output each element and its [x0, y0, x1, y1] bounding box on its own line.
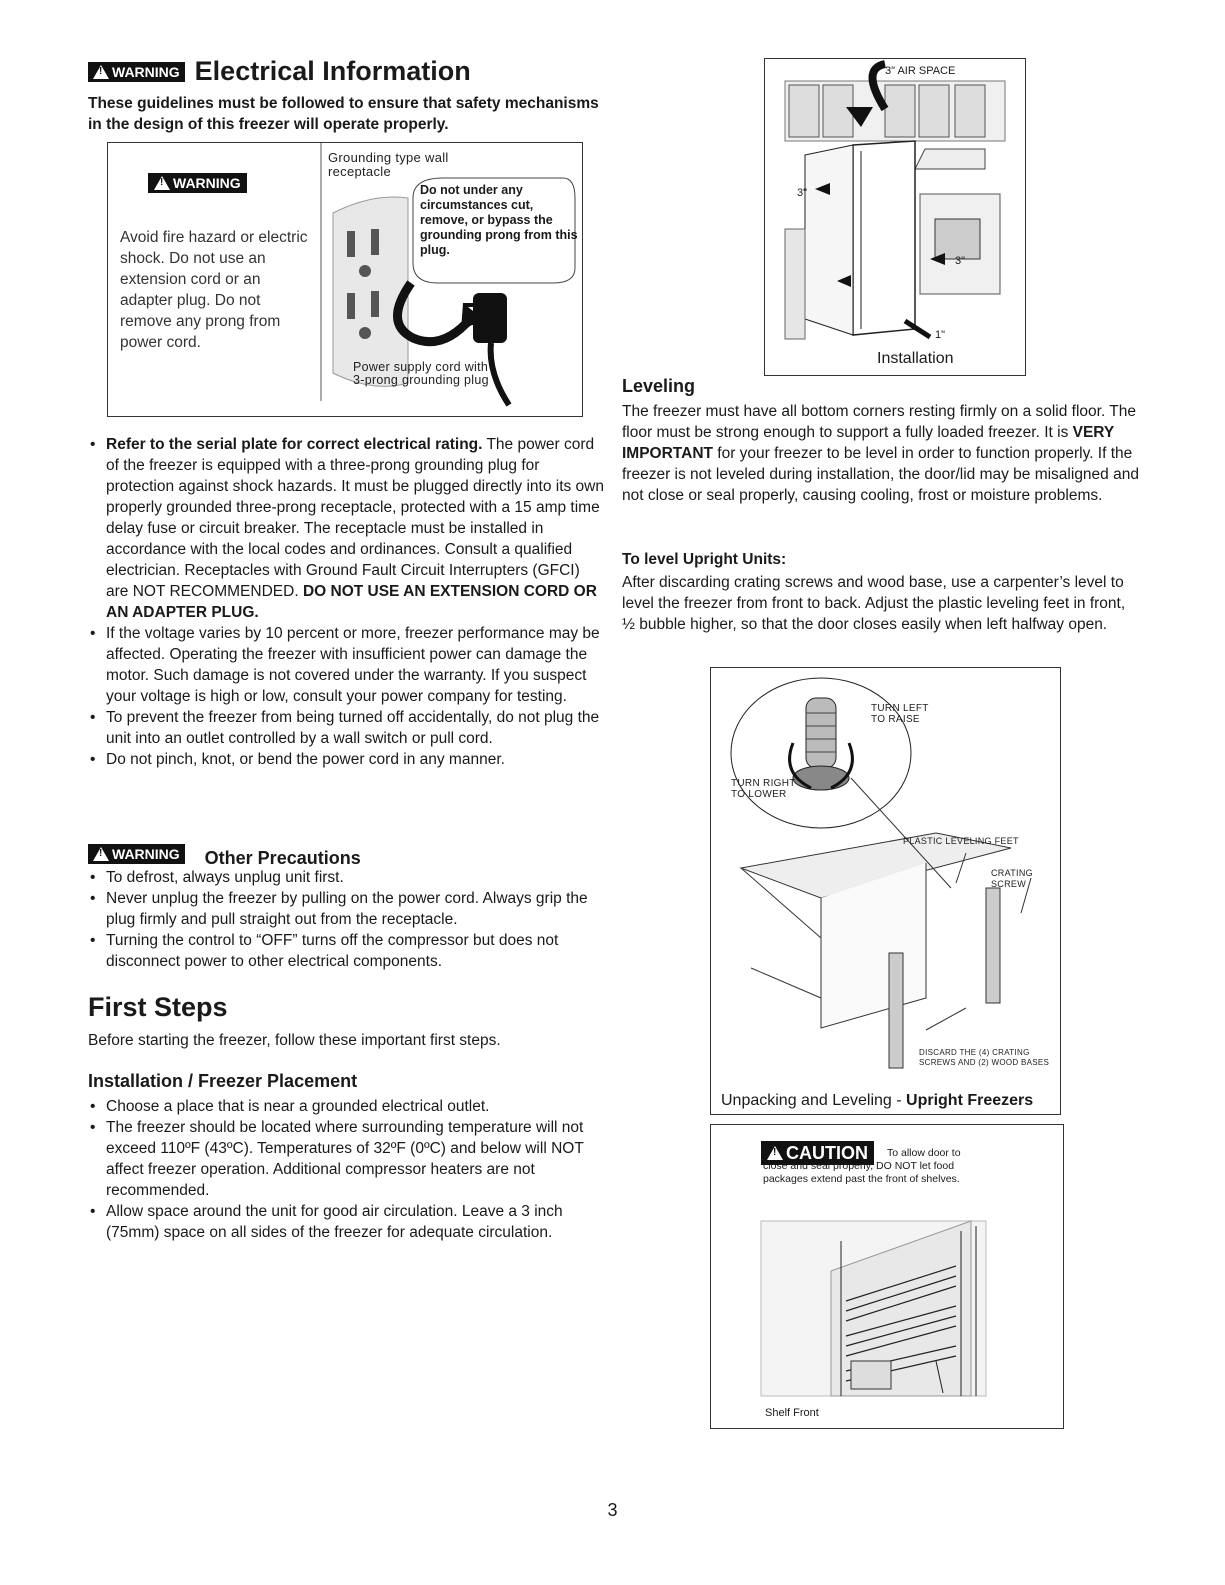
warning-triangle-icon — [93, 847, 109, 861]
leveling-feet-label: PLASTIC LEVELING FEET — [903, 836, 1019, 846]
first-steps-intro: Before starting the freezer, follow these important first steps. — [88, 1032, 501, 1049]
turn-right-label: TURN RIGHT TO LOWER — [731, 778, 796, 800]
kitchen-illustration — [765, 59, 1025, 359]
leveling-figure — [710, 667, 1061, 1115]
bottom-clearance-label: 1" — [935, 329, 946, 341]
crating-screw-label: CRATING SCREW — [991, 868, 1033, 889]
list-item: • To defrost, always unplug unit first. — [88, 867, 605, 888]
installation-caption: Installation — [877, 350, 954, 367]
installation-figure — [764, 58, 1026, 376]
shelf-front-label: Shelf Front — [765, 1407, 819, 1419]
caution-figure — [710, 1124, 1064, 1429]
list-item: • Never unplug the freezer by pulling on the power cord. Always grip the plug firmly and pull straight out from the receptacle. — [88, 888, 605, 930]
list-item: • Refer to the serial plate for correct electrical rating. The power cord of the freezer is equipped with a three-prong grounding plug for protection against shock hazards. It must be plugged directly into its own properly grounded three-prong receptacle, protected with a 15 amp time delay fuse or circuit breaker. The receptacle must be installed in accordance with the local codes and ordinances. Consult a qualified electrician. Receptacles with Ground Fault Circuit Interrupters (GFCI) are NOT RECOMMENDED. DO NOT USE AN EXTENSION CORD OR AN ADAPTER PLUG. — [88, 434, 605, 623]
upright-subtitle: To level Upright Units: — [622, 551, 787, 568]
warning-triangle-icon — [154, 176, 170, 190]
placement-subtitle: Installation / Freezer Placement — [88, 1071, 358, 1091]
list-item: • Turning the control to “OFF” turns off the compressor but does not disconnect power to other electrical components. — [88, 930, 605, 972]
first-steps-title: First Steps — [88, 992, 228, 1022]
electrical-warning-box — [107, 142, 583, 417]
leveling-paragraph: The freezer must have all bottom corners resting firmly on a solid floor. The floor must be strong enough to support a fully loaded freezer. It is VERY IMPORTANT for your freezer to be level in order to function properly. If the freezer is not leveled during installation, the door/lid may be misaligned and not close or seal properly, causing cooling, frost or moisture problems. — [622, 403, 1139, 504]
left-clearance-label: 3" — [797, 187, 808, 199]
leveling-title: Leveling — [622, 376, 696, 396]
list-item: • The freezer should be located where surrounding temperature will not exceed 110ºF (43ºC). Temperatures of 32ºF (0ºC) and below will NOT affect freezer operation. Additional compressor heaters are not recommended. — [88, 1117, 605, 1201]
electrical-bullet-list — [88, 434, 605, 770]
page-number: 3 — [607, 1500, 618, 1520]
precautions-header — [88, 838, 361, 869]
warning-badge: ! WARNING — [88, 844, 185, 864]
power-cord-label: Power supply cord with 3-prong grounding plug — [353, 360, 489, 387]
caution-text: To allow door to close and seal properly, DO NOT let food packages extend past the front of shelves. — [763, 1147, 961, 1185]
list-item: • Do not pinch, knot, or bend the power cord in any manner. — [88, 749, 605, 770]
receptacle-label: Grounding type wall receptacle — [328, 150, 449, 179]
section-title: Other Precautions — [204, 848, 361, 868]
precautions-bullet-list — [88, 867, 605, 972]
box-warning-badge: ! WARNING — [148, 173, 247, 193]
box-warning-text: Avoid fire hazard or electric shock. Do not use an extension cord or an adapter plug. Do not remove any prong from power cord. — [120, 229, 308, 351]
turn-left-label: TURN LEFT TO RAISE — [871, 703, 929, 725]
upright-instructions: After discarding crating screws and wood base, use a carpenter’s level to level the freezer from front to back. Adjust the plastic leveling feet in front, ½ bubble higher, so that the door closes easily when left halfway open. — [622, 574, 1126, 633]
page-title: Electrical Information — [194, 56, 471, 86]
side-clearance-label: 3" — [955, 255, 966, 267]
discard-label: DISCARD THE (4) CRATING SCREWS AND (2) WOOD BASES — [919, 1048, 1050, 1067]
list-item: • Allow space around the unit for good air circulation. Leave a 3 inch (75mm) space on all sides of the freezer for adequate circulation. — [88, 1201, 605, 1243]
list-item: • To prevent the freezer from being turned off accidentally, do not plug the unit into an outlet controlled by a wall switch or pull cord. — [88, 707, 605, 749]
air-space-label: 3" AIR SPACE — [885, 65, 956, 77]
shelf-illustration — [751, 1211, 991, 1401]
leveling-caption: Unpacking and Leveling - Upright Freezers — [721, 1092, 1034, 1109]
warning-badge: ! WARNING — [88, 62, 185, 82]
grounding-prong-warning: Do not under any circumstances cut, remove, or bypass the grounding prong from this plug. — [420, 183, 578, 257]
electrical-header — [88, 56, 471, 87]
warning-triangle-icon — [93, 65, 109, 79]
list-item: • If the voltage varies by 10 percent or more, freezer performance may be affected. Operating the freezer with insufficient power can damage the motor. Such damage is not covered under the warranty. If you suspect your voltage is high or low, consult your power company for testing. — [88, 623, 605, 707]
receptacle-icon — [333, 197, 408, 386]
list-item: • Choose a place that is near a grounded electrical outlet. — [88, 1096, 605, 1117]
electrical-intro: These guidelines must be followed to ensure that safety mechanisms in the design of this freezer will operate properly. — [88, 95, 599, 133]
placement-bullet-list — [88, 1096, 605, 1243]
caution-badge: ! CAUTION — [761, 1141, 874, 1165]
